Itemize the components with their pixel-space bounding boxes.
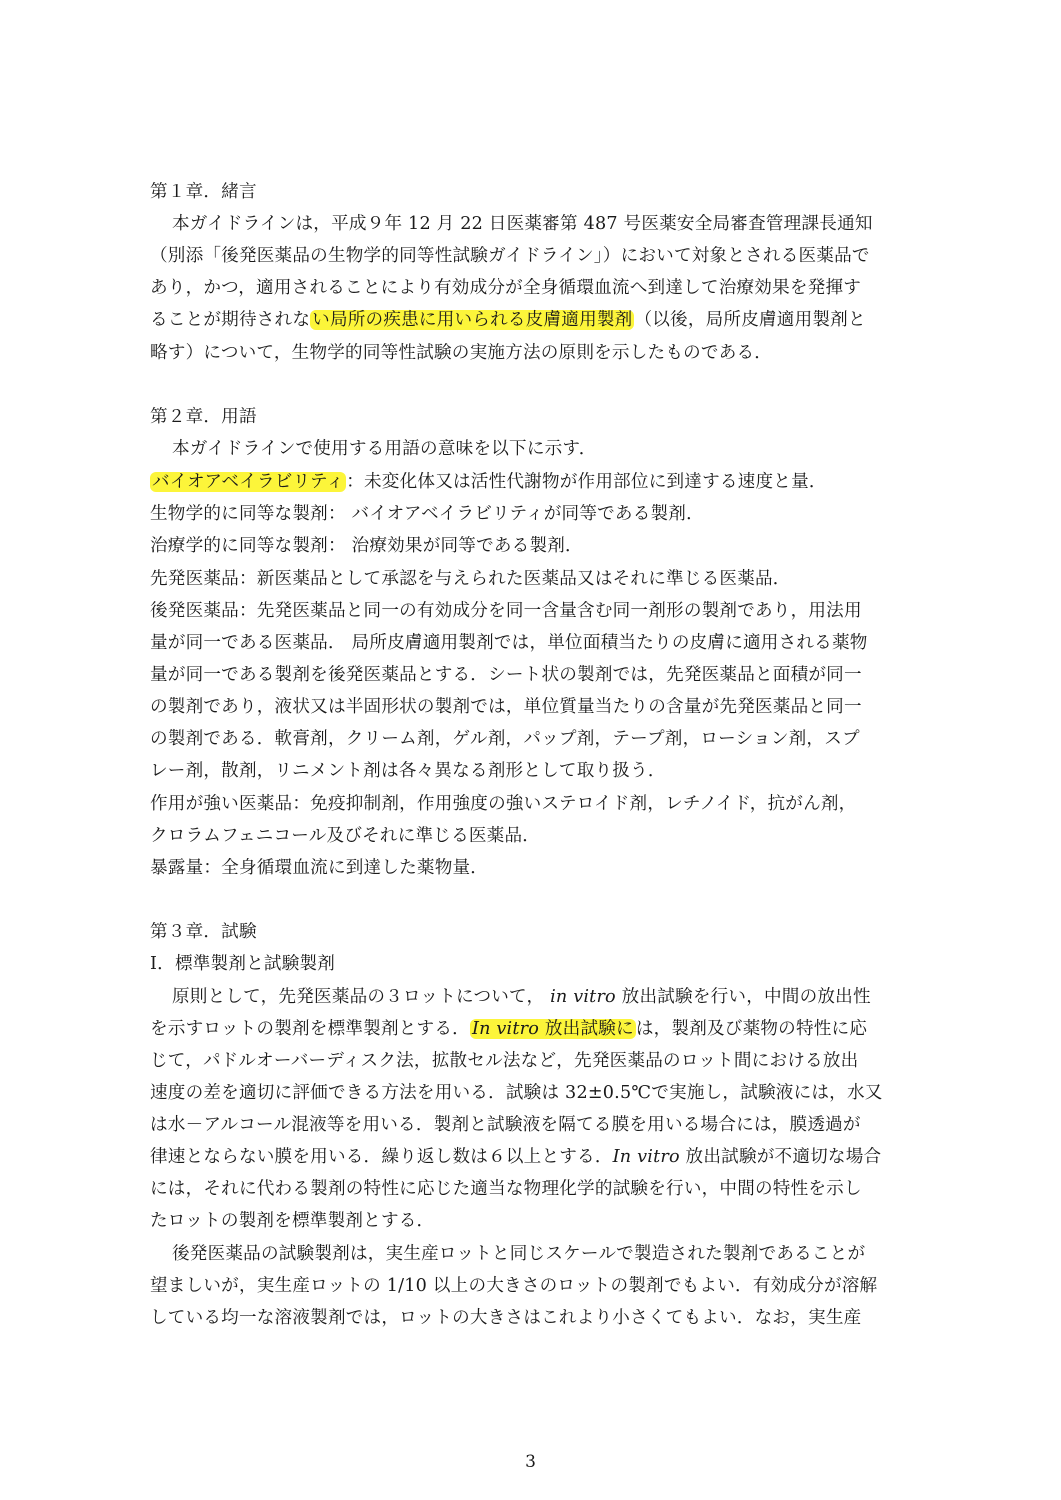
term-bioequivalent: 生物学的に同等な製剤： バイオアベイラビリティが同等である製剤． xyxy=(150,504,704,524)
chapter-3-p1-line-3: じて，パドルオーバーディスク法，拡散セル法など，先発医薬品のロット間における放出 xyxy=(150,1051,859,1071)
chapter-1-line-2: （別添「後発医薬品の生物学的同等性試験ガイドライン」）において対象とされる医薬品で xyxy=(150,246,870,266)
p1-line-1-end: 放出試験を行い，中間の放出性 xyxy=(615,987,871,1007)
term-potent-drug-line-2: クロラムフェニコール及びそれに準じる医薬品． xyxy=(150,826,541,846)
chapter-3-p1-line-7: には，それに代わる製剤の特性に応じた適当な物理化学的試験を行い，中間の特性を示し xyxy=(150,1179,862,1199)
term-generic-drug-line-2: 量が同一である医薬品． 局所皮膚適用製剤では，単位面積当たりの皮膚に適用される薬物 xyxy=(150,633,868,653)
term-exposure: 暴露量：全身循環血流に到達した薬物量． xyxy=(150,858,489,878)
chapter-1-title: 第１章．緒言 xyxy=(150,182,257,202)
release-test-highlighted: 放出試験に xyxy=(539,1019,634,1039)
chapter-1-line-4 xyxy=(150,304,915,336)
in-vitro-italic: in vitro xyxy=(550,987,616,1007)
highlighted-term-bioavailability: バイオアベイラビリティ xyxy=(152,472,345,492)
in-vitro-italic-highlighted: In vitro xyxy=(471,1019,540,1039)
in-vitro-italic-2: In vitro xyxy=(612,1147,680,1167)
p1-line-6-end: 放出試験が不適切な場合 xyxy=(679,1147,882,1167)
page-number: 3 xyxy=(525,1452,536,1472)
term-innovator-drug: 先発医薬品：新医薬品として承認を与えられた医薬品又はそれに準じる医薬品． xyxy=(150,569,791,589)
term-generic-drug-line-5: の製剤である．軟膏剤，クリーム剤，ゲル剤，パップ剤，テープ剤，ローション剤，スプ xyxy=(150,729,860,749)
term-therapeutic-equivalent: 治療学的に同等な製剤： 治療効果が同等である製剤． xyxy=(150,536,583,556)
chapter-3-p1-line-4: 速度の差を適切に評価できる方法を用いる．試験は 32±0.5℃で実施し，試験液には，水又 xyxy=(150,1083,883,1103)
chapter-3-title: 第３章．試験 xyxy=(150,922,257,942)
term-generic-drug-line-3: 量が同一である製剤を後発医薬品とする．シート状の製剤では，先発医薬品と面積が同一 xyxy=(150,665,862,685)
term-potent-drug-line-1: 作用が強い医薬品：免疫抑制剤，作用強度の強いステロイド剤，レチノイド，抗がん剤， xyxy=(150,794,857,814)
chapter-2-title: 第２章．用語 xyxy=(150,407,257,427)
chapter-1-line-4-start: ることが期待されな xyxy=(150,310,311,330)
chapter-2-intro: 本ガイドラインで使用する用語の意味を以下に示す． xyxy=(172,439,597,459)
chapter-1-line-3: あり，かつ，適用されることにより有効成分が全身循環血流へ到達して治療効果を発揮す xyxy=(150,278,862,298)
term-generic-drug-line-6: レー剤，散剤，リニメント剤は各々異なる剤形として取り扱う． xyxy=(150,761,666,781)
highlighted-in-vitro-release-test xyxy=(470,1019,636,1039)
term-generic-drug-line-4: の製剤であり，液状又は半固形状の製剤では，単位質量当たりの含量が先発医薬品と同一 xyxy=(150,697,862,717)
chapter-3-p1-line-1 xyxy=(172,981,915,1013)
p1-line-2-start: を示すロットの製剤を標準製剤とする． xyxy=(150,1019,470,1039)
chapter-3-p1-line-6 xyxy=(150,1141,915,1173)
chapter-3-p2-line-2: 望ましいが，実生産ロットの 1/10 以上の大きさのロットの製剤でもよい．有効成分が溶解 xyxy=(150,1276,878,1296)
section-1-title: I．標準製剤と試験製剤 xyxy=(150,954,336,974)
term-bioavailability xyxy=(150,466,915,498)
chapter-3-p2-line-3: している均一な溶液製剤では，ロットの大きさはこれより小さくてもよい．なお，実生産 xyxy=(150,1308,862,1328)
highlighted-phrase-topical-skin: い局所の疾患に用いられる皮膚適用製剤 xyxy=(312,310,633,330)
p1-line-1-start: 原則として，先発医薬品の３ロットについて， xyxy=(172,987,551,1007)
p1-line-6-start: 律速とならない膜を用いる．繰り返し数は６以上とする． xyxy=(150,1147,613,1167)
chapter-1-line-5: 略す）について，生物学的同等性試験の実施方法の原則を示したものである． xyxy=(150,343,773,363)
chapter-3-p1-line-2 xyxy=(150,1013,915,1045)
chapter-1-line-1: 本ガイドラインは，平成９年 12 月 22 日医薬審第 487 号医薬安全局審査管理課長通知 xyxy=(172,214,873,234)
chapter-3-p1-line-5: は水－アルコール混液等を用いる．製剤と試験液を隔てる膜を用いる場合には，膜透過が xyxy=(150,1115,861,1135)
chapter-1-line-4-end: （以後，局所皮膚適用製剤と xyxy=(634,310,866,330)
p1-line-2-end: は，製剤及び薬物の特性に応 xyxy=(635,1019,868,1039)
term-generic-drug-line-1: 後発医薬品：先発医薬品と同一の有効成分を同一含量含む同一剤形の製剤であり，用法用 xyxy=(150,601,862,621)
chapter-3-p1-line-8: たロットの製剤を標準製剤とする． xyxy=(150,1211,435,1231)
chapter-3-p2-line-1: 後発医薬品の試験製剤は，実生産ロットと同じスケールで製造された製剤であることが xyxy=(172,1244,866,1264)
bioavailability-definition: ：未変化体又は活性代謝物が作用部位に到達する速度と量． xyxy=(346,472,827,492)
